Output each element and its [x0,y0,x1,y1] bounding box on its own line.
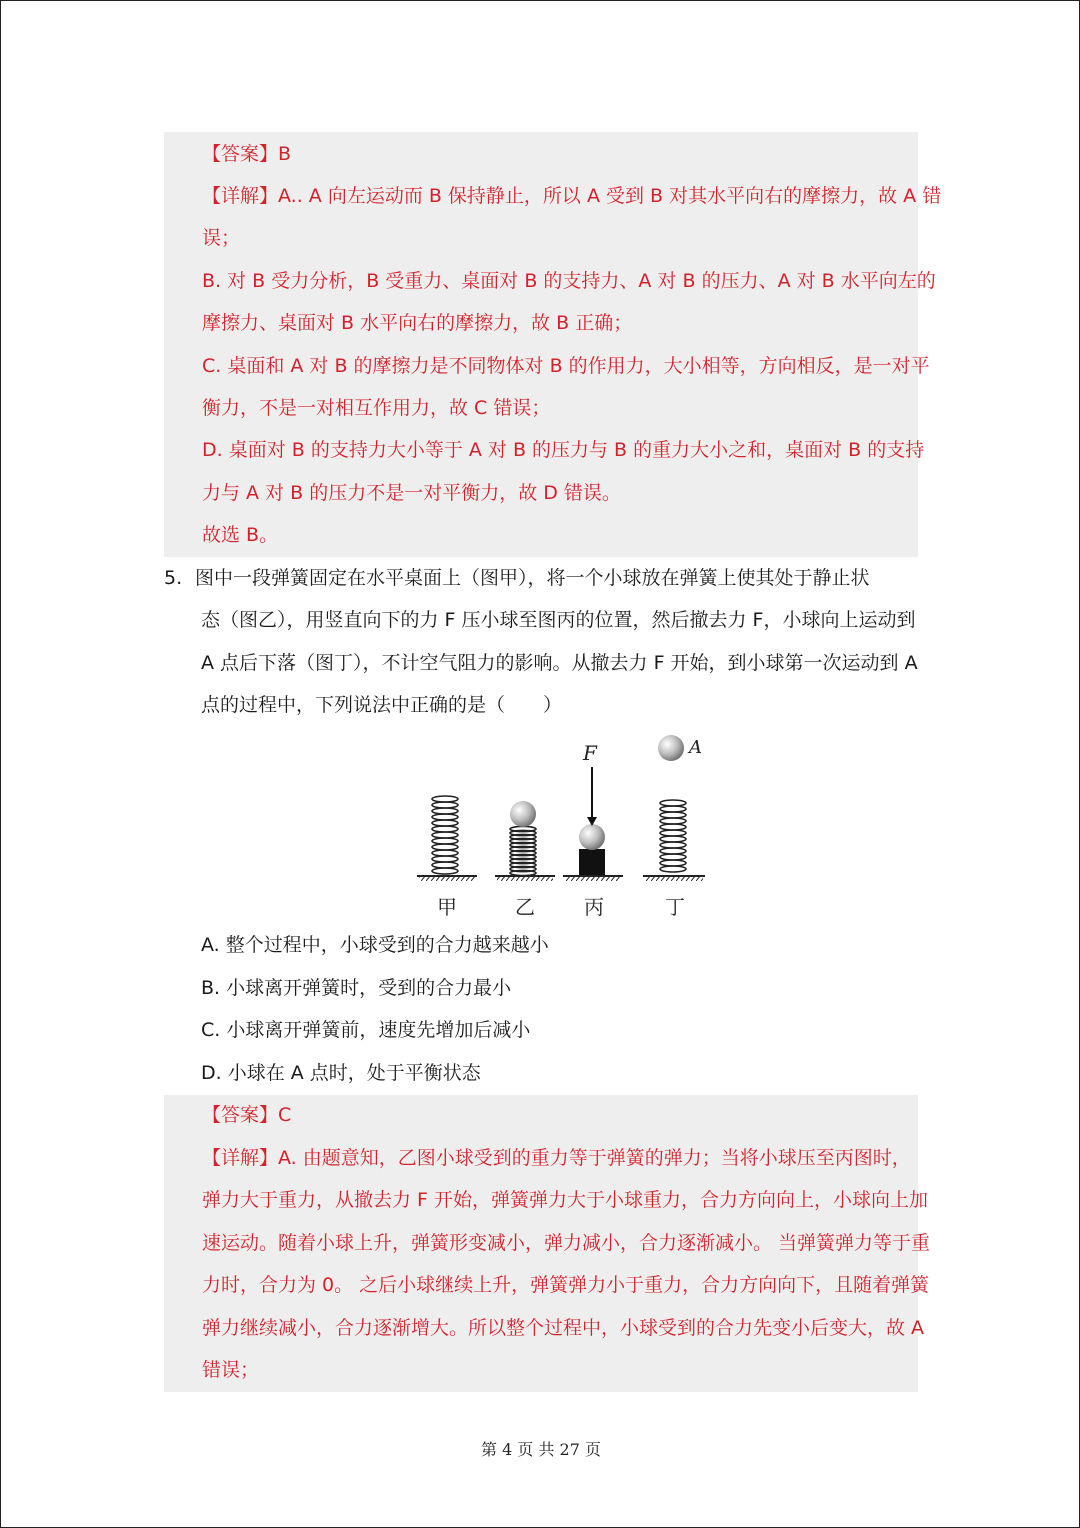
page-number-footer: 第 4 页 共 27 页 [481,1440,601,1459]
explanation-line: 【详解】A.. A 向左运动而 B 保持静止，所以 A 受到 B 对其水平向右的摩擦力，故 A 错 [202,185,942,207]
explanation-line: 错误； [202,1359,260,1381]
answer-label: 【答案】C [202,1104,292,1126]
explanation-line: 弹力大于重力，从撤去力 F 开始，弹簧弹力大于小球重力，合力方向向上，小球向上加 [202,1189,929,1211]
force-label: F [583,741,597,765]
caption-bing: 丙 [584,895,604,919]
spring-bing [563,767,623,881]
question-text-line: 点的过程中，下列说法中正确的是（ ） [201,694,563,716]
option-c: C. 小球离开弹簧前，速度先增加后减小 [201,1019,531,1041]
explanation-line: 摩擦力、桌面对 B 水平向右的摩擦力，故 B 正确； [202,312,633,334]
question-text-line: 态（图乙），用竖直向下的力 F 压小球至图丙的位置，然后撤去力 F，小球向上运动到 [201,609,916,631]
question-text-line: 图中一段弹簧固定在水平桌面上（图甲），将一个小球放在弹簧上使其处于静止状 [195,567,870,589]
caption-yi: 乙 [515,895,535,919]
answer-box-q4 [164,132,942,557]
ball-at-point-a [658,735,684,761]
point-a-label: A [689,737,702,758]
ball-bing [579,824,605,850]
explanation-line: B. 对 B 受力分析，B 受重力、桌面对 B 的支持力、A 对 B 的压力、A 对 B 水平向左的 [202,270,936,292]
explanation-line: 衡力，不是一对相互作用力，故 C 错误； [202,397,551,419]
explanation-line: C. 桌面和 A 对 B 的摩擦力是不同物体对 B 的作用力，大小相等，方向相反，是一对平 [202,355,930,377]
spring-jia [417,796,477,881]
question-number: 5. [164,567,183,589]
explanation-line: 弹力继续减小，合力逐渐增大。所以整个过程中，小球受到的合力先变小后变大，故 A [202,1317,925,1339]
ball-yi [510,801,536,827]
explanation-line: 误； [202,227,241,249]
option-b: B. 小球离开弹簧时，受到的合力最小 [201,977,512,999]
answer-label: 【答案】B [202,143,292,165]
caption-ding: 丁 [665,895,685,919]
conclusion-line: 故选 B。 [202,524,279,546]
explanation-line: 【详解】A. 由题意知，乙图小球受到的重力等于弹簧的弹力；当将小球压至丙图时， [202,1147,911,1169]
explanation-line: 力时，合力为 0。 之后小球继续上升，弹簧弹力小于重力，合力方向向下，且随着弹簧 [202,1274,930,1296]
explanation-line: 力与 A 对 B 的压力不是一对平衡力，故 D 错误。 [202,482,621,504]
spring-yi [495,801,555,881]
explanation-line: D. 桌面对 B 的支持力大小等于 A 对 B 的压力与 B 的重力大小之和，桌面对 B 的支持 [202,439,925,461]
explanation-line: 速运动。随着小球上升，弹簧形变减小，弹力减小，合力逐渐减小。 当弹簧弹力等于重 [202,1232,931,1254]
answer-box-q5 [164,1095,931,1392]
question-text-line: A 点后下落（图丁），不计空气阻力的影响。从撤去力 F 开始，到小球第一次运动到 A [201,652,918,674]
spring-figure [411,731,711,921]
caption-jia: 甲 [437,895,457,919]
option-d: D. 小球在 A 点时，处于平衡状态 [201,1062,481,1084]
option-a: A. 整个过程中，小球受到的合力越来越小 [201,934,549,956]
